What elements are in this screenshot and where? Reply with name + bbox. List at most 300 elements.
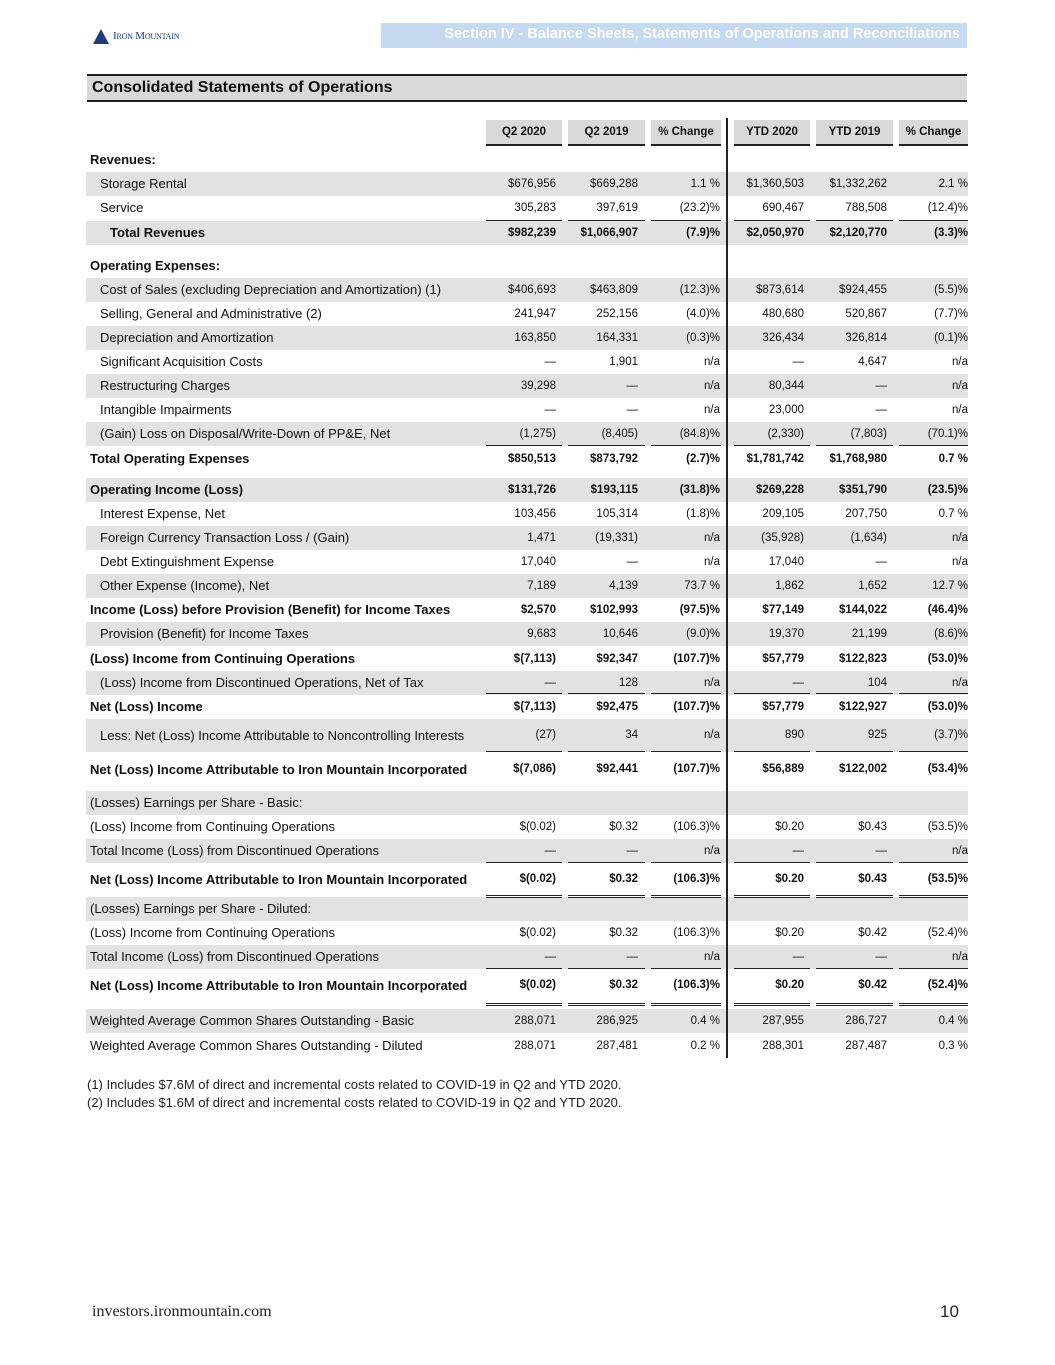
- table-row: [86, 478, 968, 502]
- table-cell: [816, 148, 887, 172]
- table-cell: (19,331): [595, 532, 638, 544]
- page-number: 10: [940, 1302, 959, 1321]
- underline: [734, 751, 810, 752]
- table-cell: $0.20: [775, 821, 804, 833]
- table-row: [86, 526, 968, 550]
- row-label: (Loss) Income from Continuing Operations: [90, 819, 335, 834]
- table-cell: $57,779: [762, 701, 804, 713]
- table-row: [86, 863, 968, 896]
- row-label: Interest Expense, Net: [100, 506, 226, 521]
- table-cell: [733, 897, 804, 921]
- table-cell: [568, 791, 638, 815]
- row-label: (Loss) Income from Continuing Operations: [90, 925, 335, 940]
- table-cell: $92,475: [596, 701, 638, 713]
- table-row: [86, 945, 968, 969]
- table-row: [86, 1034, 968, 1058]
- table-cell: (1,634): [850, 532, 887, 544]
- table-cell: (2.7)%: [686, 453, 720, 465]
- table-row: [86, 422, 968, 446]
- table-row: [86, 326, 968, 350]
- table-row: [86, 254, 968, 278]
- table-cell: —: [875, 556, 887, 568]
- row-label: Debt Extinguishment Expense: [100, 554, 275, 569]
- underline: [486, 445, 562, 446]
- table-cell: 788,508: [845, 202, 887, 214]
- underline: [568, 445, 645, 446]
- table-cell: (53.4)%: [927, 763, 968, 775]
- table-cell: $1,781,742: [746, 453, 804, 465]
- table-row: [86, 622, 968, 646]
- double-underline: [816, 1003, 893, 1006]
- table-cell: (97.5)%: [679, 604, 720, 616]
- table-cell: —: [544, 356, 556, 368]
- table-cell: 17,040: [768, 556, 804, 568]
- table-cell: $0.32: [609, 873, 638, 885]
- table-cell: n/a: [704, 951, 720, 963]
- table-cell: 287,481: [596, 1040, 638, 1052]
- table-cell: (8.6)%: [934, 628, 968, 640]
- table-cell: 128: [618, 677, 638, 689]
- underline: [816, 968, 893, 969]
- table-cell: —: [544, 677, 556, 689]
- table-cell: $92,441: [596, 763, 638, 775]
- table-cell: 480,680: [762, 308, 804, 320]
- underline: [734, 220, 810, 221]
- table-cell: —: [875, 404, 887, 416]
- row-label: (Losses) Earnings per Share - Basic:: [90, 795, 303, 810]
- table-cell: (52.4)%: [927, 979, 968, 991]
- table-cell: n/a: [952, 951, 968, 963]
- table-cell: $0.32: [609, 979, 638, 991]
- table-cell: —: [626, 951, 638, 963]
- table-cell: [651, 897, 720, 921]
- table-cell: [651, 254, 720, 278]
- row-label: Provision (Benefit) for Income Taxes: [100, 626, 309, 641]
- table-cell: n/a: [704, 845, 720, 857]
- table-cell: (106.3)%: [673, 873, 720, 885]
- table-cell: $873,792: [590, 453, 638, 465]
- table-cell: [485, 254, 556, 278]
- table-cell: 21,199: [851, 628, 887, 640]
- row-label: (Loss) Income from Discontinued Operations, Net of Tax: [100, 675, 424, 690]
- table-cell: 520,867: [845, 308, 887, 320]
- row-label: Operating Income (Loss): [90, 482, 244, 497]
- table-cell: $2,570: [520, 604, 556, 616]
- table-cell: $0.43: [858, 873, 887, 885]
- table-cell: [485, 791, 556, 815]
- table-row: [86, 550, 968, 574]
- table-cell: 103,456: [514, 508, 556, 520]
- row-label: (Losses) Earnings per Share - Diluted:: [90, 901, 312, 916]
- table-cell: n/a: [704, 404, 720, 416]
- table-cell: n/a: [952, 404, 968, 416]
- underline: [651, 862, 721, 863]
- table-cell: $269,228: [756, 484, 804, 496]
- underline: [486, 220, 562, 221]
- table-row: [86, 196, 968, 220]
- column-header-ytd-2020: YTD 2020: [734, 120, 810, 146]
- table-cell: (107.7)%: [673, 763, 720, 775]
- table-cell: (0.1)%: [934, 332, 968, 344]
- table-cell: 104: [867, 677, 887, 689]
- table-row: [86, 172, 968, 196]
- underline: [651, 445, 721, 446]
- underline: [568, 862, 645, 863]
- table-cell: $(0.02): [519, 927, 556, 939]
- table-cell: $982,239: [508, 227, 556, 239]
- table-cell: 241,947: [514, 308, 556, 320]
- table-cell: $144,022: [839, 604, 887, 616]
- column-header-q2-2020: Q2 2020: [486, 120, 562, 146]
- table-cell: n/a: [704, 556, 720, 568]
- table-cell: $463,809: [590, 284, 638, 296]
- table-cell: 690,467: [762, 202, 804, 214]
- table-cell: (3.3)%: [934, 227, 968, 239]
- table-cell: $676,956: [508, 178, 556, 190]
- row-label: Depreciation and Amortization: [100, 330, 274, 345]
- table-cell: (1.8)%: [686, 508, 720, 520]
- row-label: (Gain) Loss on Disposal/Write-Down of PP&E, Net: [100, 426, 391, 441]
- table-cell: 73.7 %: [684, 580, 720, 592]
- table-row: [86, 148, 968, 172]
- row-label: (Loss) Income from Continuing Operations: [90, 651, 356, 666]
- table-cell: (7,803): [850, 428, 887, 440]
- row-label: Weighted Average Common Shares Outstanding - Diluted: [90, 1038, 423, 1053]
- row-label: Selling, General and Administrative (2): [100, 306, 322, 321]
- table-cell: —: [792, 356, 804, 368]
- table-row: [86, 719, 968, 752]
- table-cell: (35,928): [761, 532, 804, 544]
- table-cell: $(7,086): [513, 763, 556, 775]
- double-underline: [899, 1003, 968, 1006]
- footnote-2: (2) Includes $1.6M of direct and incremental costs related to COVID-19 in Q2 and YTD 2020.: [87, 1095, 622, 1110]
- table-cell: (5.5)%: [934, 284, 968, 296]
- table-cell: (12.4)%: [927, 202, 968, 214]
- table-cell: $0.20: [775, 927, 804, 939]
- column-header-q2-2019: Q2 2019: [568, 120, 645, 146]
- table-cell: $2,050,970: [746, 227, 804, 239]
- table-cell: (107.7)%: [673, 701, 720, 713]
- table-cell: 19,370: [768, 628, 804, 640]
- table-cell: $122,823: [839, 653, 887, 665]
- table-row: [86, 815, 968, 839]
- table-cell: n/a: [704, 356, 720, 368]
- table-cell: (53.5)%: [927, 821, 968, 833]
- table-cell: [899, 897, 968, 921]
- underline: [486, 968, 562, 969]
- row-label: Total Income (Loss) from Discontinued Operations: [90, 949, 380, 964]
- row-label: Storage Rental: [100, 176, 187, 191]
- page-title: Consolidated Statements of Operations: [87, 74, 967, 102]
- table-cell: $0.42: [858, 927, 887, 939]
- table-cell: (9.0)%: [686, 628, 720, 640]
- table-cell: 0.2 %: [690, 1040, 720, 1052]
- table-cell: [733, 254, 804, 278]
- table-cell: 10,646: [602, 628, 638, 640]
- table-cell: (4.0)%: [686, 308, 720, 320]
- column-header-pct-change-q2: % Change: [651, 120, 721, 146]
- table-cell: 0.7 %: [938, 508, 968, 520]
- table-cell: [568, 148, 638, 172]
- table-cell: n/a: [704, 532, 720, 544]
- row-label: Cost of Sales (excluding Depreciation and Amortization) (1): [100, 282, 442, 297]
- table-cell: (106.3)%: [673, 979, 720, 991]
- table-cell: (53.5)%: [927, 873, 968, 885]
- table-cell: 4,647: [858, 356, 887, 368]
- table-cell: (8,405): [601, 428, 638, 440]
- table-cell: 4,139: [609, 580, 638, 592]
- table-cell: $77,149: [762, 604, 804, 616]
- table-cell: $0.32: [609, 927, 638, 939]
- table-cell: [568, 897, 638, 921]
- table-cell: 7,189: [527, 580, 556, 592]
- table-cell: n/a: [952, 845, 968, 857]
- table-cell: $193,115: [590, 484, 638, 496]
- underline: [899, 968, 968, 969]
- double-underline: [486, 895, 562, 898]
- table-cell: 286,925: [596, 1015, 638, 1027]
- table-cell: $924,455: [839, 284, 887, 296]
- table-cell: 105,314: [596, 508, 638, 520]
- row-label: Service: [100, 200, 144, 215]
- table-cell: $0.43: [858, 821, 887, 833]
- table-cell: $102,993: [590, 604, 638, 616]
- underline: [899, 220, 968, 221]
- underline: [568, 968, 645, 969]
- double-underline: [899, 895, 968, 898]
- table-row: [86, 647, 968, 671]
- table-cell: (107.7)%: [673, 653, 720, 665]
- table-cell: $406,693: [508, 284, 556, 296]
- table-row: [86, 502, 968, 526]
- table-cell: 0.3 %: [938, 1040, 968, 1052]
- underline: [734, 445, 810, 446]
- row-label: Net (Loss) Income: [90, 699, 203, 714]
- table-cell: $(0.02): [519, 979, 556, 991]
- table-cell: 39,298: [520, 380, 556, 392]
- table-cell: —: [875, 380, 887, 392]
- table-cell: $850,513: [508, 453, 556, 465]
- table-row: [86, 598, 968, 622]
- table-cell: (31.8)%: [679, 484, 720, 496]
- row-label: Net (Loss) Income Attributable to Iron Mountain Incorporated: [90, 761, 468, 777]
- table-cell: 209,105: [762, 508, 804, 520]
- table-cell: 1,652: [858, 580, 887, 592]
- footer-website: investors.ironmountain.com: [92, 1303, 272, 1320]
- table-cell: 287,487: [845, 1040, 887, 1052]
- table-row: [86, 921, 968, 945]
- row-label: Total Revenues: [110, 225, 206, 240]
- table-row: [86, 278, 968, 302]
- table-cell: [733, 791, 804, 815]
- table-cell: $122,927: [839, 701, 887, 713]
- row-label: Other Expense (Income), Net: [100, 578, 270, 593]
- table-cell: 397,619: [596, 202, 638, 214]
- table-cell: 252,156: [596, 308, 638, 320]
- row-label: Net (Loss) Income Attributable to Iron Mountain Incorporated: [90, 871, 468, 887]
- row-label: Total Operating Expenses: [90, 451, 250, 466]
- underline: [816, 862, 893, 863]
- double-underline: [734, 895, 810, 898]
- table-row: [86, 302, 968, 326]
- table-cell: —: [792, 677, 804, 689]
- table-cell: 1,901: [609, 356, 638, 368]
- table-cell: 890: [784, 729, 804, 741]
- table-cell: [485, 148, 556, 172]
- table-cell: (1,275): [519, 428, 556, 440]
- table-cell: $(0.02): [519, 821, 556, 833]
- double-underline: [816, 895, 893, 898]
- table-row: [86, 221, 968, 245]
- underline: [816, 220, 893, 221]
- table-cell: $1,066,907: [580, 227, 638, 239]
- double-underline: [486, 1003, 562, 1006]
- table-cell: —: [626, 556, 638, 568]
- row-label: Significant Acquisition Costs: [100, 354, 263, 369]
- table-cell: 326,434: [762, 332, 804, 344]
- table-cell: $92,347: [596, 653, 638, 665]
- table-cell: n/a: [952, 556, 968, 568]
- table-cell: 326,814: [845, 332, 887, 344]
- table-cell: $0.20: [775, 979, 804, 991]
- table-cell: $873,614: [756, 284, 804, 296]
- table-cell: 287,955: [762, 1015, 804, 1027]
- row-label: Income (Loss) before Provision (Benefit) for Income Taxes: [90, 602, 451, 617]
- underline: [651, 220, 721, 221]
- table-cell: (23.5)%: [927, 484, 968, 496]
- table-cell: [816, 254, 887, 278]
- table-cell: (7.9)%: [686, 227, 720, 239]
- table-cell: —: [544, 845, 556, 857]
- table-cell: $0.32: [609, 821, 638, 833]
- table-cell: —: [792, 845, 804, 857]
- table-cell: $0.42: [858, 979, 887, 991]
- logo-text: Iron Mountain: [113, 30, 180, 42]
- double-underline: [651, 895, 721, 898]
- table-cell: 0.4 %: [690, 1015, 720, 1027]
- table-cell: (7.7)%: [934, 308, 968, 320]
- table-cell: 0.4 %: [938, 1015, 968, 1027]
- table-cell: $56,889: [762, 763, 804, 775]
- underline: [651, 751, 721, 752]
- table-cell: $2,120,770: [829, 227, 887, 239]
- table-cell: $351,790: [839, 484, 887, 496]
- table-cell: 9,683: [527, 628, 556, 640]
- row-label: Net (Loss) Income Attributable to Iron Mountain Incorporated: [90, 977, 468, 993]
- table-cell: n/a: [704, 380, 720, 392]
- underline: [899, 693, 968, 694]
- table-row: [86, 671, 968, 695]
- table-cell: (106.3)%: [673, 927, 720, 939]
- table-cell: (0.3)%: [686, 332, 720, 344]
- table-cell: $(0.02): [519, 873, 556, 885]
- table-cell: —: [626, 404, 638, 416]
- table-cell: (106.3)%: [673, 821, 720, 833]
- table-cell: —: [626, 380, 638, 392]
- table-cell: (53.0)%: [927, 701, 968, 713]
- table-cell: [816, 791, 887, 815]
- underline: [899, 445, 968, 446]
- column-header-ytd-2019: YTD 2019: [816, 120, 893, 146]
- table-row: [86, 897, 968, 921]
- underline: [486, 862, 562, 863]
- table-cell: n/a: [704, 677, 720, 689]
- row-label: Revenues:: [90, 152, 156, 167]
- table-cell: [733, 148, 804, 172]
- table-cell: —: [875, 845, 887, 857]
- table-cell: n/a: [952, 532, 968, 544]
- table-row: [86, 374, 968, 398]
- table-cell: $(7,113): [513, 701, 556, 713]
- table-cell: (84.8)%: [679, 428, 720, 440]
- table-cell: $57,779: [762, 653, 804, 665]
- underline: [816, 751, 893, 752]
- table-cell: 34: [625, 729, 638, 741]
- underline: [899, 751, 968, 752]
- table-cell: 207,750: [845, 508, 887, 520]
- row-label: Less: Net (Loss) Income Attributable to Noncontrolling Interests: [100, 727, 465, 743]
- table-cell: (27): [535, 729, 556, 741]
- underline: [734, 862, 810, 863]
- table-cell: (12.3)%: [679, 284, 720, 296]
- table-cell: 925: [867, 729, 887, 741]
- double-underline: [568, 1003, 645, 1006]
- table-cell: 288,071: [514, 1040, 556, 1052]
- table-cell: $(7,113): [513, 653, 556, 665]
- table-row: [86, 791, 968, 815]
- table-cell: [568, 254, 638, 278]
- table-cell: [651, 148, 720, 172]
- table-cell: (46.4)%: [927, 604, 968, 616]
- underline: [734, 968, 810, 969]
- column-divider: [726, 118, 728, 1058]
- table-cell: —: [544, 404, 556, 416]
- table-cell: 163,850: [514, 332, 556, 344]
- table-cell: 1,471: [527, 532, 556, 544]
- underline: [816, 693, 893, 694]
- table-cell: 288,301: [762, 1040, 804, 1052]
- table-row: [86, 350, 968, 374]
- table-cell: $131,726: [508, 484, 556, 496]
- table-cell: (23.2)%: [679, 202, 720, 214]
- table-cell: 80,344: [768, 380, 804, 392]
- iron-mountain-logo: [93, 27, 179, 45]
- table-row: [86, 447, 968, 471]
- underline: [568, 751, 645, 752]
- table-cell: (3.7)%: [934, 729, 968, 741]
- table-row: [86, 753, 968, 786]
- table-cell: 17,040: [520, 556, 556, 568]
- table-cell: n/a: [704, 729, 720, 741]
- table-cell: n/a: [952, 677, 968, 689]
- table-cell: (2,330): [767, 428, 804, 440]
- table-cell: 2.1 %: [938, 178, 968, 190]
- table-cell: n/a: [952, 380, 968, 392]
- underline: [486, 751, 562, 752]
- underline: [486, 693, 562, 694]
- table-cell: $1,332,262: [829, 178, 887, 190]
- table-cell: —: [792, 951, 804, 963]
- double-underline: [734, 1003, 810, 1006]
- table-cell: (70.1)%: [927, 428, 968, 440]
- table-cell: $1,360,503: [746, 178, 804, 190]
- row-label: Restructuring Charges: [100, 378, 231, 393]
- table-cell: 1,862: [775, 580, 804, 592]
- table-cell: 12.7 %: [932, 580, 968, 592]
- underline: [651, 968, 721, 969]
- underline: [899, 862, 968, 863]
- underline: [816, 445, 893, 446]
